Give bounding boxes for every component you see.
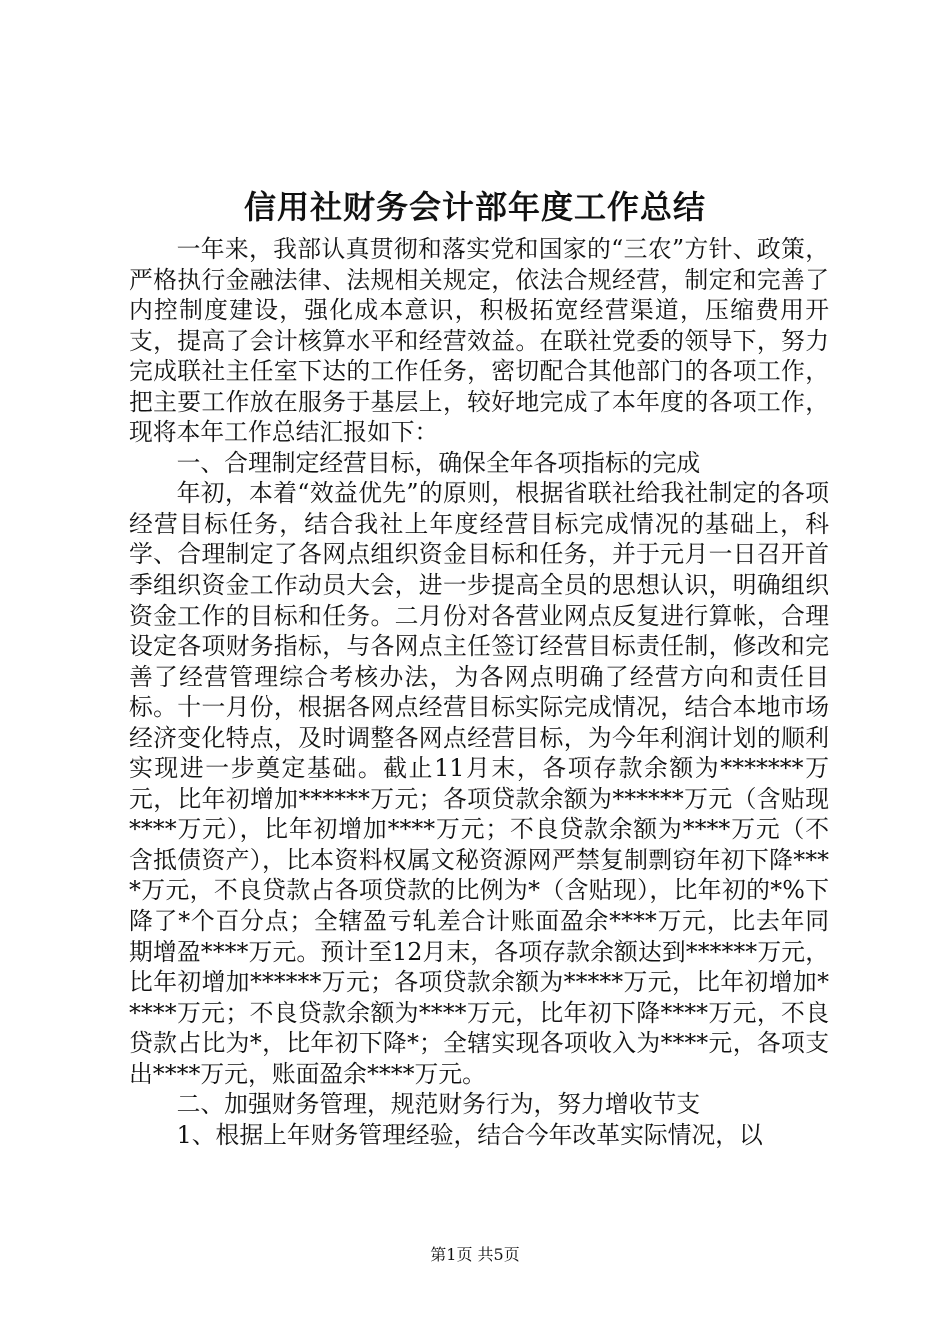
section-heading-2: 二、加强财务管理，规范财务行为，努力增收节支 <box>176 1090 701 1119</box>
paragraph-intro: 一年来，我部认真贯彻和落实党和国家的“三农”方针、政策，严格执行金融法律、法规相关规定，依法合规经营，制定和完善了内控制度建设，强化成本意识，积极拓宽经营渠道，压缩费用开支，提高了会计核算水平和经营效益。在联社党委的领导下，努力完成联社主任室下达的工作任务，密切配合其他部门的各项工作，把主要工作放在服务于基层上，较好地完成了本年度的各项工作，现将本年工作总结汇报如下： <box>129 235 829 447</box>
section-heading-1: 一、合理制定经营目标，确保全年各项指标的完成 <box>176 448 701 477</box>
paragraph-section-1: 年初，本着“效益优先”的原则，根据省联社给我社制定的各项经营目标任务，结合我社上年度经营目标完成情况的基础上，科学、合理制定了各网点组织资金目标和任务，并于元月一日召开首季组织资金工作动员大会，进一步提高全员的思想认识，明确组织资金工作的目标和任务。二月份对各营业网点反复进行算帐，合理设定各项财务指标，与各网点主任签订经营目标责任制，修改和完善了经营管理综合考核办法，为各网点明确了经营方向和责任目标。十一月份，根据各网点经营目标实际完成情况，结合本地市场经济变化特点，及时调整各网点经营目标，为今年利润计划的顺利实现进一步奠定基础。截止11月末，各项存款余额为*******万元，比年初增加******万元；各项贷款余额为******万元（含贴现****万元），比年初增加****万元；不良贷款余额为****万元（不含抵债资产），比本资料权属文秘资源网严禁复制剽窃年初下降****万元，不良贷款占各项贷款的比例为*（含贴现），比年初的*%下降了*个百分点；全辖盈亏轧差合计账面盈余****万元，比去年同期增盈****万元。预计至12月末，各项存款余额达到******万元，比年初增加******万元；各项贷款余额为*****万元，比年初增加*****万元；不良贷款余额为****万元，比年初下降****万元，不良贷款占比为*，比年初下降*；全辖实现各项收入为****元，各项支出****万元，账面盈余****万元。 <box>129 479 829 1088</box>
page-number-footer: 第1页 共5页 <box>430 1245 520 1264</box>
paragraph-section-2-item-1: 1、根据上年财务管理经验，结合今年改革实际情况，以 <box>176 1120 763 1149</box>
document-title: 信用社财务会计部年度工作总结 <box>243 188 706 226</box>
document-body <box>129 234 829 1150</box>
